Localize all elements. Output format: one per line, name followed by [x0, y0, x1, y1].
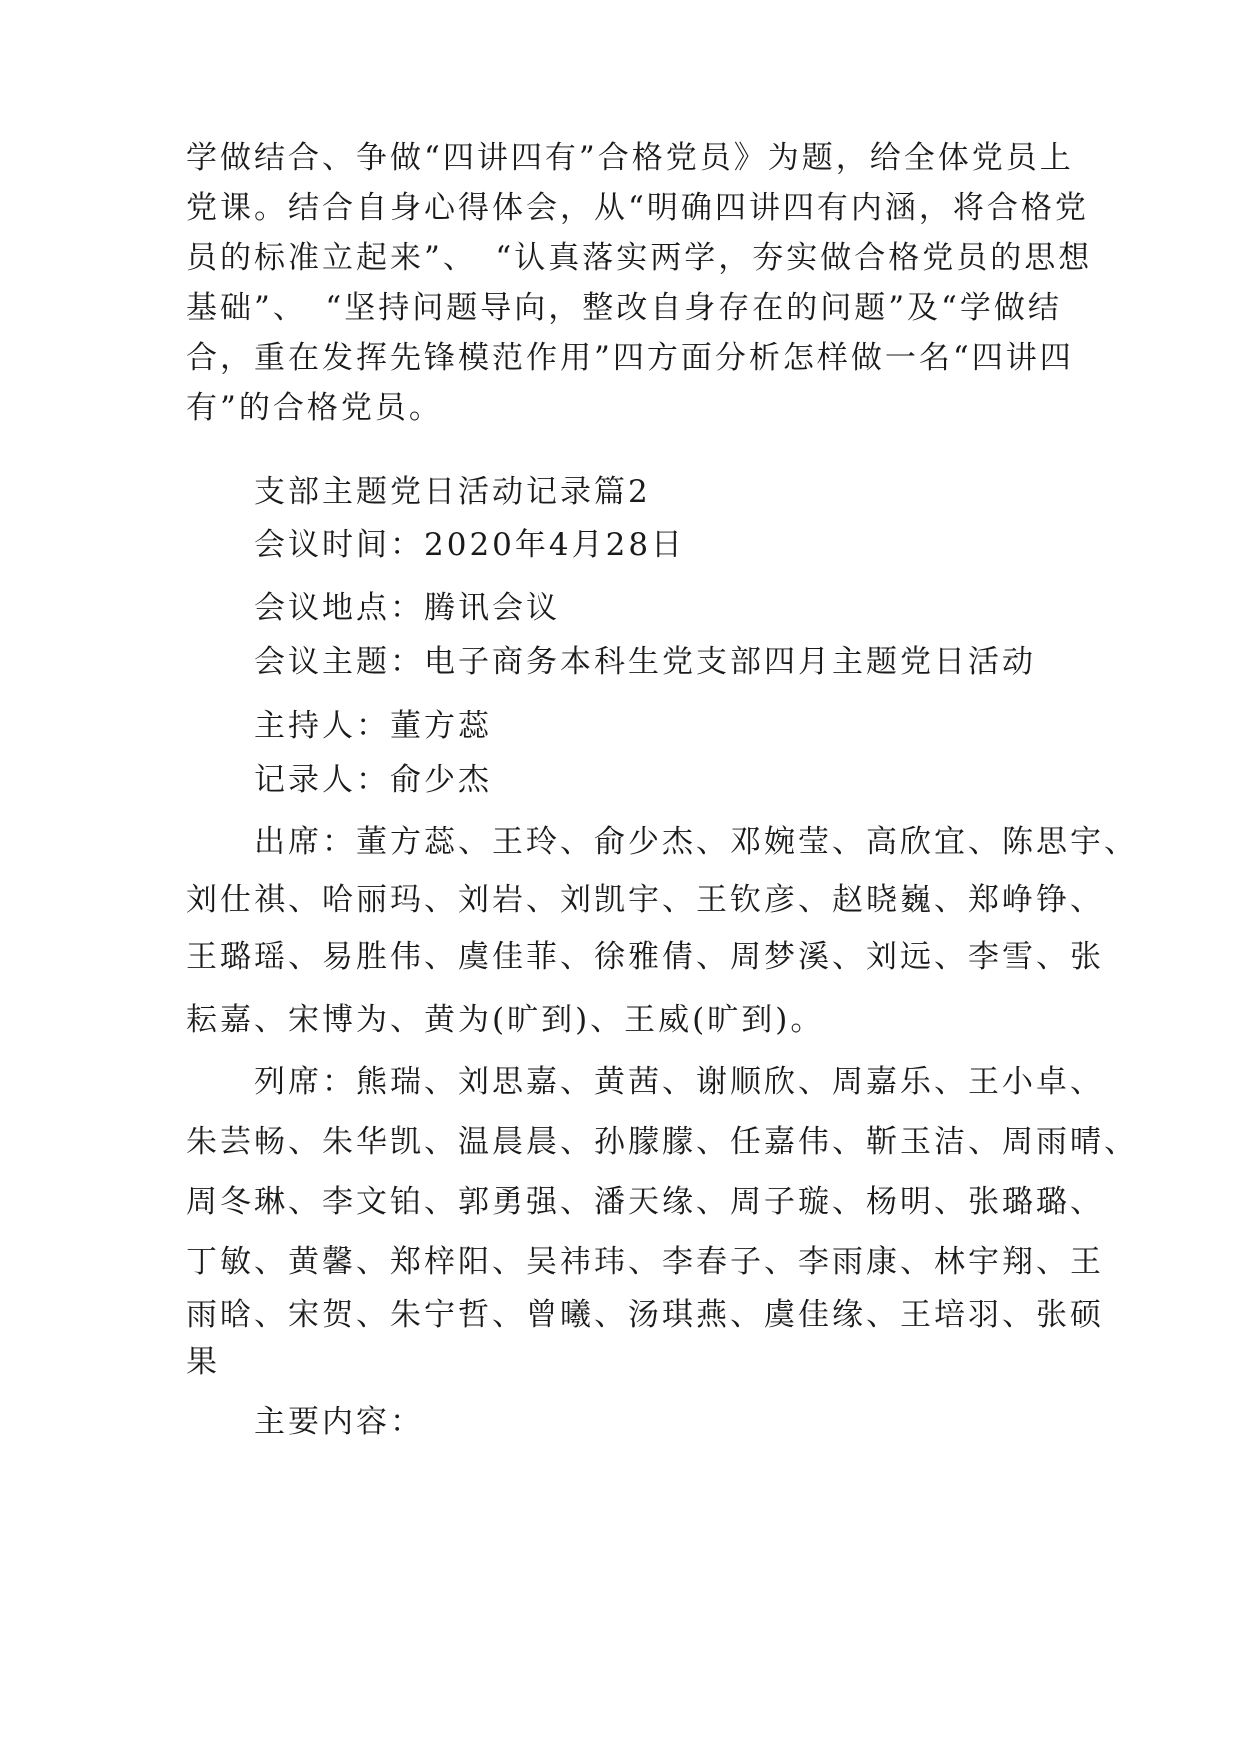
main-content-heading: 主要内容：	[254, 1404, 424, 1440]
attendees-line: 王璐瑶、易胜伟、虞佳菲、徐雅倩、周梦溪、刘远、李雪、张	[186, 939, 1104, 975]
section-title: 支部主题党日活动记录篇2	[254, 474, 651, 510]
observers-line: 列席：熊瑞、刘思嘉、黄茜、谢顺欣、周嘉乐、王小卓、	[254, 1064, 1104, 1100]
paragraph-line: 党课。结合自身心得体会，从“明确四讲四有内涵，将合格党	[186, 190, 1089, 226]
paragraph-line: 学做结合、争做“四讲四有”合格党员》为题，给全体党员上	[186, 140, 1074, 176]
paragraph-line: 基础”、 “坚持问题导向，整改自身存在的问题”及“学做结	[186, 290, 1062, 326]
observers-line: 雨晗、宋贺、朱宁哲、曾曦、汤琪燕、虞佳缘、王培羽、张硕	[186, 1297, 1104, 1333]
meeting-topic: 会议主题：电子商务本科生党支部四月主题党日活动	[254, 644, 1036, 680]
paragraph-line: 合，重在发挥先锋模范作用”四方面分析怎样做一名“四讲四	[186, 340, 1074, 376]
observers-line: 果	[186, 1344, 220, 1380]
paragraph-line: 员的标准立起来”、 “认真落实两学，夯实做合格党员的思想	[186, 240, 1093, 276]
paragraph-line: 有”的合格党员。	[186, 390, 443, 426]
recorder: 记录人：俞少杰	[254, 762, 492, 798]
attendees-line: 刘仕祺、哈丽玛、刘岩、刘凯宇、王钦彦、赵晓巍、郑峥铮、	[186, 882, 1104, 918]
observers-line: 丁敏、黄馨、郑梓阳、吴祎玮、李春子、李雨康、林宇翔、王	[186, 1244, 1104, 1280]
observers-line: 周冬琳、李文铂、郭勇强、潘天缘、周子璇、杨明、张璐璐、	[186, 1184, 1104, 1220]
host: 主持人：董方蕊	[254, 708, 492, 744]
observers-line: 朱芸畅、朱华凯、温晨晨、孙朦朦、任嘉伟、靳玉洁、周雨晴、	[186, 1124, 1138, 1160]
attendees-line: 耘嘉、宋博为、黄为(旷到)、王威(旷到)。	[186, 1002, 825, 1038]
meeting-place: 会议地点：腾讯会议	[254, 590, 560, 626]
attendees-line: 出席：董方蕊、王玲、俞少杰、邓婉莹、高欣宜、陈思宇、	[254, 824, 1138, 860]
meeting-time: 会议时间：2020年4月28日	[254, 527, 686, 563]
